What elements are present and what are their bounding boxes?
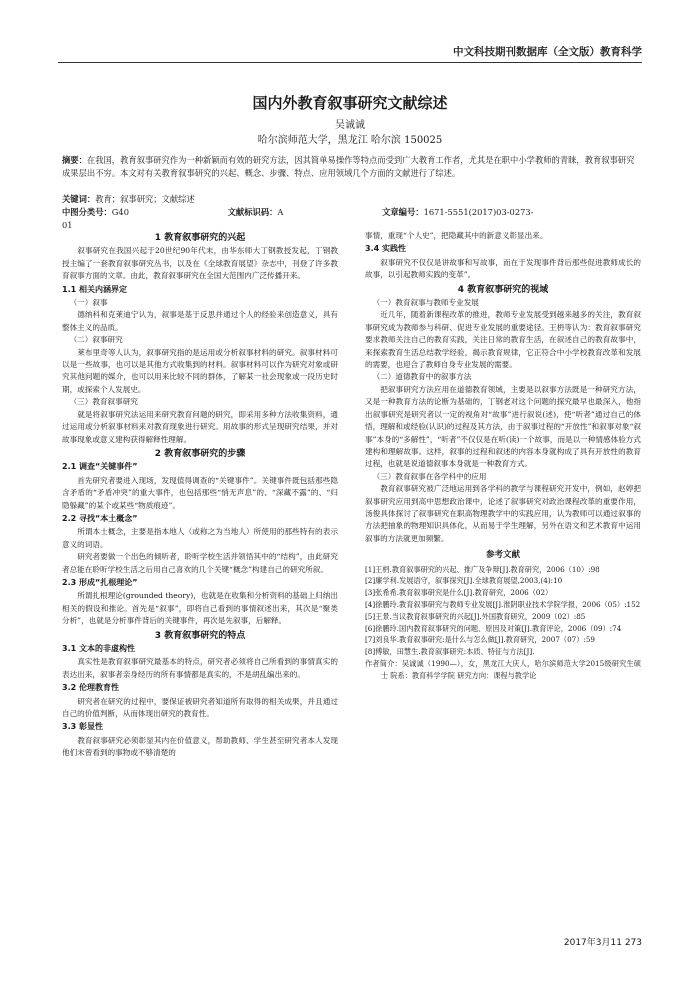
article-label: 文章编号： bbox=[382, 207, 424, 217]
abstract bbox=[62, 154, 638, 180]
author: 吴诚诚 bbox=[335, 120, 365, 131]
journal-header: 中文科技期刊数据库（全文版）教育科学 bbox=[453, 46, 642, 58]
section-heading: 3 教育叙事研究的特点 bbox=[154, 630, 246, 641]
reference-item: [5]王景.当议教育叙事研究的兴起[J].外国教育研究，2009（02）:85 bbox=[365, 611, 586, 621]
item-heading: （一）教育叙事与教师专业发展 bbox=[372, 298, 479, 308]
subsection-heading: 3.2 伦理教育性 bbox=[62, 683, 119, 693]
keywords-text: 教育；叙事研究；文献综述 bbox=[95, 194, 195, 204]
keywords bbox=[62, 193, 638, 206]
paragraph: 叙事研究不仅仅是讲故事和写故事，而在于发现事件背后那些促进教师成长的故事，以引起教师实践的变革”。 bbox=[365, 257, 641, 280]
section-heading: 4 教育叙事研究的视域 bbox=[457, 284, 549, 295]
abstract-label: 摘要： bbox=[62, 155, 87, 165]
item-heading: （一）叙事 bbox=[69, 298, 108, 308]
abstract-text: 在我国，教育叙事研究作为一种新颖而有效的研究方法，因其简单易操作等特点而受到广大教育工作者，尤其是在职中小学教师的青睐，教育叙事研究成果层出不穷。本文对有关教育叙事研究的兴起、概念、步骤、特点、应用领域几个方面的文献进行了综述。 bbox=[62, 155, 635, 178]
reference-item: [7]刘良华.教育叙事研究:是什么与怎么做[J].教育研究，2007（07）:59 bbox=[365, 635, 595, 645]
code-label: 文献标识码： bbox=[227, 207, 278, 217]
classification-row bbox=[62, 206, 638, 232]
subsection-heading: 2.1 调查“关键事件” bbox=[62, 462, 138, 472]
affiliation: 哈尔滨师范大学，黑龙江 哈尔滨 150025 bbox=[257, 135, 443, 146]
code-value: A bbox=[277, 207, 284, 217]
subsection-heading: 3.4 实践性 bbox=[365, 244, 406, 254]
item-heading: （三）教育叙事在各学科中的应用 bbox=[372, 471, 487, 481]
subsection-heading: 3.3 彰显性 bbox=[62, 722, 103, 732]
paragraph: 德纳科和克莱迪宁认为，叙事是基于反思并通过个人的经验来创造意义，具有整体主义的品质。 bbox=[62, 310, 338, 332]
right-column bbox=[365, 230, 641, 682]
class-label: 中图分类号： bbox=[62, 207, 112, 217]
section-heading: 1 教育叙事研究的兴起 bbox=[154, 233, 246, 243]
subsection-heading: 2.3 形成“扎根理论” bbox=[62, 577, 138, 587]
paragraph: 叙事研究在我国兴起于20世纪90年代末，由华东师大丁钢教授发起，丁钢教授主编了一套教育叙事研究丛书，以及在《全球教育展望》杂志中，刊登了许多教育叙事方面的文章。由此，教育叙事研究在全国大范围内广泛传播开来。 bbox=[62, 246, 338, 281]
paragraph: 研究者要做一个出色的倾听者，聆听学校生活并领悟其中的“结构”，由此研究者总能在聆听学校生活之后用自己喜欢的几个关键“概念”构建自己的研究所叙。 bbox=[62, 552, 338, 574]
reference-item: [3]张希希.教育叙事研究是什么[J].教育研究，2006（02） bbox=[365, 588, 553, 598]
left-column bbox=[62, 230, 338, 760]
reference-item: [8]傅敏，田慧生.教育叙事研究:本质、特征与方法[J]. bbox=[365, 647, 535, 657]
paragraph: 研究者在研究的过程中，要保证被研究者知道所有取得的相关成果，并且通过自己的价值判断，从而体现出研究的教育性。 bbox=[62, 696, 338, 719]
reference-item: [4]徐鹏玲.教育叙事研究与教师专业发展[J].淮阴职业技术学院学报，2006（05）:152 bbox=[365, 599, 641, 609]
paragraph: 近几年，随着新课程改革的推进，教师专业发展受到越来越多的关注，教育叙事研究成为教师参与科研、促进专业发展的重要途径。王枬等认为：教育叙事研究要求教师关注自己的教育实践，关注日常的教育生活，在叙述自己的教育故事中，来探索教育生活总结教学经验，揭示教育规律，它正符合中小学校教育改革和发展的需要，也迎合了教师自身专业发展的需要。 bbox=[365, 310, 641, 370]
keywords-label: 关键词： bbox=[62, 194, 96, 204]
page-footer: 2017年3月11 273 bbox=[563, 938, 642, 948]
paragraph: 就是将叙事研究法运用来研究教育问题的研究，即采用多种方法收集资料，通过运用或分析叙事材料来对教育现象进行研究。用故事的形式呈现研究结果，并对故事现象或意义建构获得解释性理解。 bbox=[62, 409, 338, 444]
subsection-heading: 3.1 文本的非虚构性 bbox=[62, 644, 135, 653]
paragraph: 教育叙事研究必须彰显其内在价值意义，帮助教师、学生甚至研究者本人发现他们未曾看到的事物或不够清楚的 bbox=[62, 735, 338, 758]
paragraph: 所谓扎根理论(grounded theory)，也就是在收集和分析资料的基础上归纳出相关的假设和推论。首先是“叙事”，即将自己看到的事情叙述出来，其次是“聚类分析”，也就是分析事件背后的关键事件，再次是先叙事，后解释。 bbox=[62, 591, 338, 626]
reference-item: [2]廉学利.发展语守，叙事探究[J].全球教育展望,2003,(4):10 bbox=[365, 576, 563, 586]
paragraph: 把叙事研究方法应用在道德教育领域，主要是以叙事方法既是一种研究方法，又是一种教育方法的论断为基础的，丁钢老对这个问题的探究最早也最深入，他指出叙事研究是研究者以一定的视角对“故事”进行叙说(述)，使“听者”通过自己的体悟，理解和或经验(认识)的过程及其方法，由于叙事过程的“开放性”和叙事对象“叙事”本身的“多解性”，“听者”不仅仅是在听(读)一个故事，而是以一种情感体验方式建构和理解故事。这样，叙事的过程和叙述的内容本身就构成了具有开放性的教育过程，也就是说道德叙事本身就是一种教育方式。 bbox=[365, 384, 641, 469]
subsection-heading: 2.2 寻找“本土概念” bbox=[62, 513, 138, 523]
author-bio: 作者简介：吴诚诚（1990—），女，黑龙江大庆人，哈尔滨师范大学2015级研究生硕士 院系：教育科学学院 研究方向：课程与教学论 bbox=[365, 658, 641, 680]
paragraph: 所谓本土概念，主要是指本地人（或称之为当地人）所使用的那些特有的表示意义的词语。 bbox=[62, 527, 338, 549]
section-heading: 2 教育叙事研究的步骤 bbox=[154, 448, 246, 459]
class-value: G40 bbox=[111, 207, 129, 217]
paper-title: 国内外教育叙事研究文献综述 bbox=[252, 94, 448, 112]
paragraph: 教育叙事研究被广泛地运用到各学科的教学与课程研究开发中，例如，赵婷把叙事研究应用到高中思想政治课中，论述了叙事研究对政治课程改革的重要作用，汤俊具体探讨了叙事研究在职高物理教学中的实践应用，认为教师可以通过叙事的方法把抽象的物理知识具体化，从而易于学生理解，另外在语文和艺术教育中运用叙事的方法就更加频繁。 bbox=[365, 484, 641, 543]
item-heading: （三）教育叙事研究 bbox=[69, 397, 138, 407]
paragraph: 首先研究者要进入现场，发现值得调查的“关键事件”。关键事件既包括那些隐含矛盾的“矛盾冲突”的重大事件，也包括那些“悄无声息”的、“深藏不露”的、“归隐躲藏”的某个或某些“物质痕迹”。 bbox=[62, 475, 338, 510]
header-rule bbox=[58, 62, 642, 63]
reference-item: [6]徐鹏玲.国内教育叙事研究的问题、原因及对策[J].教育评论，2006（09）:74 bbox=[365, 623, 622, 633]
paragraph: 莱布里奇等人认为，叙事研究指的是运用或分析叙事材料的研究。叙事材料可以是一些故事，也可以是其他方式收集到的材料。叙事材料可以作为研究对象或研究其他问题的媒介，也可以用来比较不同的群体，了解某一社会现象或一段历史时期，或探索个人发展史。 bbox=[62, 347, 338, 394]
item-heading: （二）叙事研究 bbox=[69, 335, 123, 345]
paragraph-continued: 事情，重现“个人史”，把隐藏其中的新意义彰显出来。 bbox=[365, 231, 548, 240]
paragraph: 真实性是教育叙事研究最基本的特点，研究者必须将自己所看到的事情真实的表达出来，叙事者亲身经历的所有事情都是真实的，不是胡乱编出来的。 bbox=[62, 657, 338, 679]
references-heading: 参考文献 bbox=[485, 550, 520, 561]
article-value: 1671-5551(2017)03-0273-01 bbox=[62, 207, 534, 230]
subsection-heading: 1.1 相关内涵界定 bbox=[62, 284, 127, 294]
reference-item: [1]王枬.教育叙事研究的兴起、推广及争辩[J].教育研究，2006（10）:98 bbox=[365, 564, 600, 574]
item-heading: （二）道德教育中的叙事方法 bbox=[372, 372, 472, 382]
